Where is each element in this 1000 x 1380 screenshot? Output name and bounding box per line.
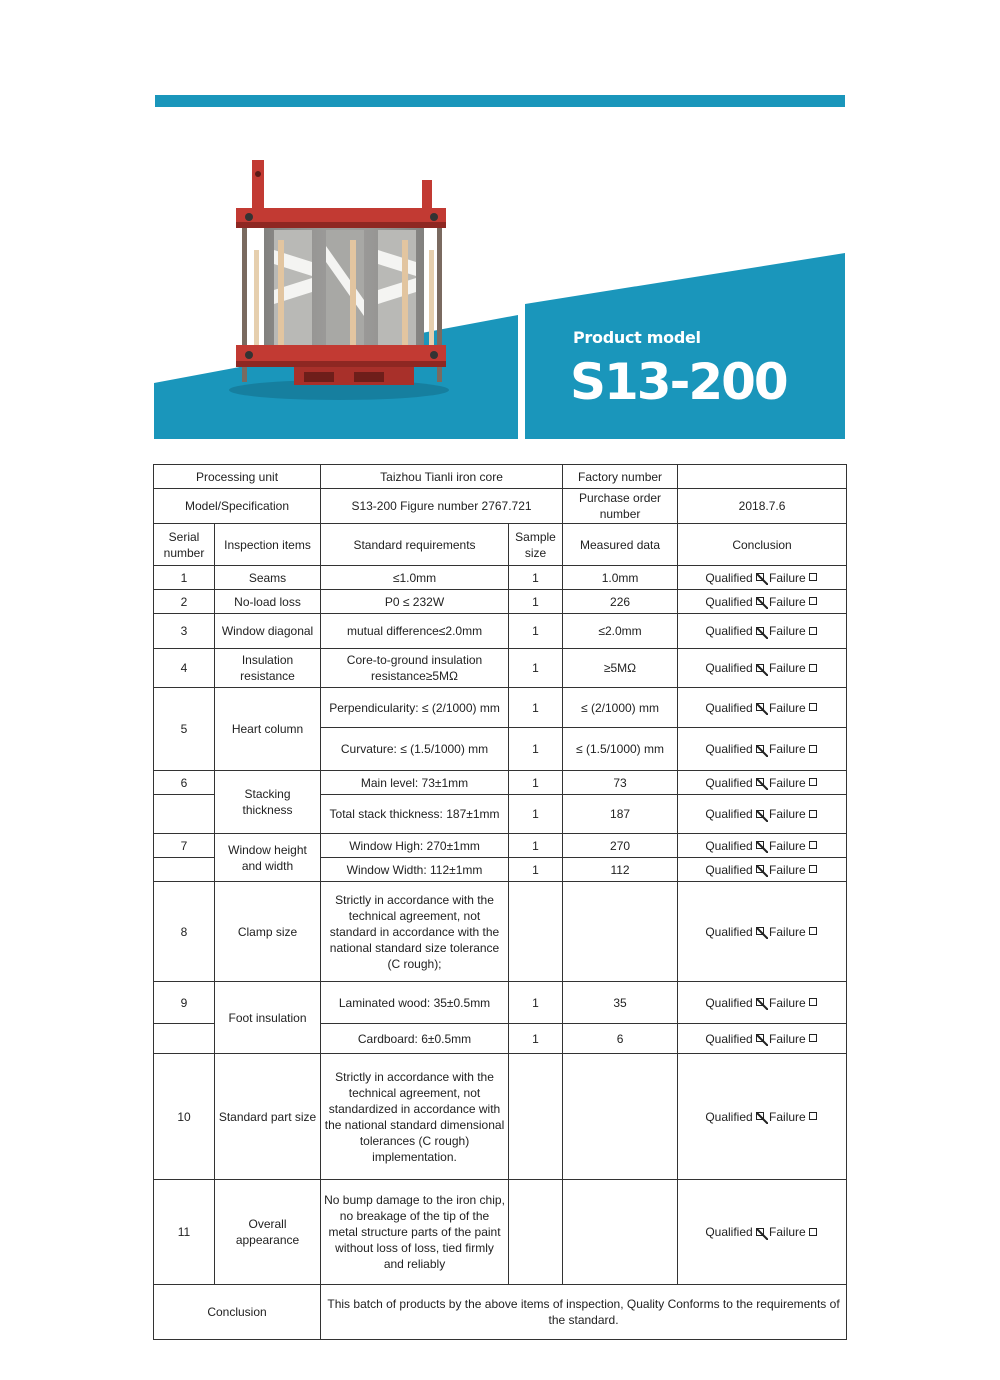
checked-box-icon	[756, 927, 764, 935]
sample-cell: 1	[509, 649, 563, 688]
checked-box-icon	[756, 597, 764, 605]
failure-label: Failure	[769, 775, 806, 790]
sample-cell: 1	[509, 728, 563, 771]
processing-unit-value: Taizhou Tianli iron core	[321, 465, 563, 489]
checked-box-icon	[756, 573, 764, 581]
checked-box-icon	[756, 1112, 764, 1120]
product-model-caption: Product model	[573, 328, 701, 347]
failure-label: Failure	[769, 995, 806, 1010]
column-header-serial: Serial number	[154, 524, 215, 566]
sample-cell: 1	[509, 590, 563, 614]
failure-label: Failure	[769, 594, 806, 609]
qualified-label: Qualified	[705, 742, 753, 756]
table-header-row	[154, 524, 847, 566]
checked-box-icon	[756, 778, 764, 786]
standard-cell: Curvature: ≤ (1.5/1000) mm	[321, 728, 509, 771]
empty-box-icon	[809, 810, 817, 818]
failure-label: Failure	[769, 862, 806, 877]
column-header-standard: Standard requirements	[321, 524, 509, 566]
qualified-label: Qualified	[705, 624, 753, 638]
failure-label: Failure	[769, 838, 806, 853]
sample-cell: 1	[509, 795, 563, 834]
standard-cell: P0 ≤ 232W	[321, 590, 509, 614]
sample-cell	[509, 882, 563, 982]
serial-cell-empty	[154, 858, 215, 882]
checked-box-icon	[756, 745, 764, 753]
sample-cell: 1	[509, 858, 563, 882]
measured-cell: ≤ (2/1000) mm	[563, 688, 678, 728]
measured-cell: 35	[563, 982, 678, 1024]
conclusion-cell	[678, 1024, 847, 1054]
top-accent-bar	[155, 95, 845, 107]
serial-cell-empty	[154, 795, 215, 834]
checked-box-icon	[756, 664, 764, 672]
table-row	[154, 688, 847, 728]
checked-box-icon	[756, 841, 764, 849]
conclusion-row	[154, 1285, 847, 1340]
measured-cell: ≤2.0mm	[563, 614, 678, 649]
conclusion-text: This batch of products by the above items of inspection, Quality Conforms to the requirements of the standard.	[321, 1285, 847, 1340]
serial-cell: 5	[154, 688, 215, 771]
serial-cell: 6	[154, 771, 215, 795]
empty-box-icon	[809, 1228, 817, 1236]
qualified-label: Qualified	[705, 775, 753, 790]
model-spec-label: Model/Specification	[154, 489, 321, 524]
failure-label: Failure	[769, 700, 806, 715]
empty-box-icon	[809, 865, 817, 873]
table-row	[154, 982, 847, 1024]
factory-number-label: Factory number	[563, 465, 678, 489]
table-row	[154, 1054, 847, 1180]
qualified-label: Qualified	[705, 700, 753, 715]
sample-cell: 1	[509, 771, 563, 795]
standard-cell: mutual difference≤2.0mm	[321, 614, 509, 649]
empty-box-icon	[809, 627, 817, 635]
failure-label: Failure	[769, 661, 806, 675]
sample-cell: 1	[509, 688, 563, 728]
conclusion-cell	[678, 834, 847, 858]
conclusion-cell	[678, 1180, 847, 1285]
measured-cell	[563, 1180, 678, 1285]
standard-cell: Perpendicularity: ≤ (2/1000) mm	[321, 688, 509, 728]
serial-cell: 9	[154, 982, 215, 1024]
failure-label: Failure	[769, 570, 806, 585]
conclusion-label: Conclusion	[154, 1285, 321, 1340]
conclusion-cell	[678, 728, 847, 771]
standard-cell: Main level: 73±1mm	[321, 771, 509, 795]
model-spec-value: S13-200 Figure number 2767.721	[321, 489, 563, 524]
conclusion-cell	[678, 982, 847, 1024]
table-row	[154, 649, 847, 688]
sample-cell: 1	[509, 614, 563, 649]
failure-label: Failure	[769, 1225, 806, 1239]
sample-cell: 1	[509, 1024, 563, 1054]
conclusion-cell	[678, 882, 847, 982]
qualified-label: Qualified	[705, 1225, 753, 1239]
item-cell: Window diagonal	[215, 614, 321, 649]
item-cell: Insulation resistance	[215, 649, 321, 688]
item-cell: Stacking thickness	[215, 771, 321, 834]
empty-box-icon	[809, 703, 817, 711]
empty-box-icon	[809, 745, 817, 753]
conclusion-cell	[678, 795, 847, 834]
empty-box-icon	[809, 841, 817, 849]
standard-cell: Laminated wood: 35±0.5mm	[321, 982, 509, 1024]
failure-label: Failure	[769, 624, 806, 638]
table-row	[154, 590, 847, 614]
checked-box-icon	[756, 865, 764, 873]
serial-cell: 8	[154, 882, 215, 982]
info-row-processing	[154, 465, 847, 489]
table-row	[154, 566, 847, 590]
serial-cell-empty	[154, 1024, 215, 1054]
measured-cell: ≤ (1.5/1000) mm	[563, 728, 678, 771]
empty-box-icon	[809, 1112, 817, 1120]
table-row	[154, 1180, 847, 1285]
measured-cell: ≥5MΩ	[563, 649, 678, 688]
table-row	[154, 882, 847, 982]
conclusion-cell	[678, 858, 847, 882]
failure-label: Failure	[769, 1109, 806, 1124]
measured-cell: 112	[563, 858, 678, 882]
qualified-label: Qualified	[705, 661, 753, 675]
table-row	[154, 614, 847, 649]
item-cell: Clamp size	[215, 882, 321, 982]
qualified-label: Qualified	[705, 1109, 753, 1124]
table-row	[154, 834, 847, 858]
measured-cell	[563, 1054, 678, 1180]
standard-cell: ≤1.0mm	[321, 566, 509, 590]
qualified-label: Qualified	[705, 862, 753, 877]
conclusion-cell	[678, 1054, 847, 1180]
measured-cell: 1.0mm	[563, 566, 678, 590]
table-row	[154, 771, 847, 795]
failure-label: Failure	[769, 742, 806, 756]
serial-cell: 7	[154, 834, 215, 858]
item-cell: No-load loss	[215, 590, 321, 614]
serial-cell: 2	[154, 590, 215, 614]
standard-cell: Strictly in accordance with the technical agreement, not standardized in accordance with the national standard dimensional tolerances (C rough) implementation.	[321, 1054, 509, 1180]
conclusion-cell	[678, 771, 847, 795]
conclusion-cell	[678, 566, 847, 590]
purchase-order-label: Purchase order number	[563, 489, 678, 524]
empty-box-icon	[809, 597, 817, 605]
column-header-conclusion: Conclusion	[678, 524, 847, 566]
standard-cell: Core-to-ground insulation resistance≥5MΩ	[321, 649, 509, 688]
serial-cell: 1	[154, 566, 215, 590]
empty-box-icon	[809, 573, 817, 581]
empty-box-icon	[809, 998, 817, 1006]
sample-cell: 1	[509, 566, 563, 590]
column-header-measured: Measured data	[563, 524, 678, 566]
inspection-table	[153, 464, 847, 1340]
factory-number-value	[678, 465, 847, 489]
purchase-order-value: 2018.7.6	[678, 489, 847, 524]
qualified-label: Qualified	[705, 594, 753, 609]
empty-box-icon	[809, 1034, 817, 1042]
standard-cell: Window High: 270±1mm	[321, 834, 509, 858]
qualified-label: Qualified	[705, 924, 753, 939]
checked-box-icon	[756, 998, 764, 1006]
measured-cell: 226	[563, 590, 678, 614]
qualified-label: Qualified	[705, 1031, 753, 1046]
sample-cell: 1	[509, 982, 563, 1024]
serial-cell: 11	[154, 1180, 215, 1285]
item-cell: Window height and width	[215, 834, 321, 882]
qualified-label: Qualified	[705, 807, 753, 821]
checked-box-icon	[756, 1034, 764, 1042]
sample-cell	[509, 1054, 563, 1180]
serial-cell: 4	[154, 649, 215, 688]
item-cell: Foot insulation	[215, 982, 321, 1054]
checked-box-icon	[756, 1228, 764, 1236]
conclusion-cell	[678, 649, 847, 688]
standard-cell: Total stack thickness: 187±1mm	[321, 795, 509, 834]
failure-label: Failure	[769, 807, 806, 821]
sample-cell	[509, 1180, 563, 1285]
measured-cell: 187	[563, 795, 678, 834]
serial-cell: 3	[154, 614, 215, 649]
failure-label: Failure	[769, 924, 806, 939]
item-cell: Overall appearance	[215, 1180, 321, 1285]
empty-box-icon	[809, 664, 817, 672]
conclusion-cell	[678, 614, 847, 649]
qualified-label: Qualified	[705, 838, 753, 853]
sample-cell: 1	[509, 834, 563, 858]
column-header-sample: Sample size	[509, 524, 563, 566]
product-model-code: S13-200	[570, 353, 787, 411]
conclusion-cell	[678, 688, 847, 728]
serial-cell: 10	[154, 1054, 215, 1180]
qualified-label: Qualified	[705, 995, 753, 1010]
checked-box-icon	[756, 703, 764, 711]
column-header-items: Inspection items	[215, 524, 321, 566]
standard-cell: Strictly in accordance with the technical agreement, not standard in accordance with the national standard size tolerance (C rough);	[321, 882, 509, 982]
standard-cell: Window Width: 112±1mm	[321, 858, 509, 882]
item-cell: Seams	[215, 566, 321, 590]
item-cell: Standard part size	[215, 1054, 321, 1180]
checked-box-icon	[756, 627, 764, 635]
transformer-core-image	[229, 160, 449, 400]
info-row-model	[154, 489, 847, 524]
checked-box-icon	[756, 810, 764, 818]
empty-box-icon	[809, 927, 817, 935]
measured-cell: 270	[563, 834, 678, 858]
processing-unit-label: Processing unit	[154, 465, 321, 489]
item-cell: Heart column	[215, 688, 321, 771]
standard-cell: No bump damage to the iron chip, no breakage of the tip of the metal structure parts of the paint without loss of loss, tied firmly and reliably	[321, 1180, 509, 1285]
failure-label: Failure	[769, 1031, 806, 1046]
conclusion-cell	[678, 590, 847, 614]
measured-cell	[563, 882, 678, 982]
qualified-label: Qualified	[705, 570, 753, 585]
standard-cell: Cardboard: 6±0.5mm	[321, 1024, 509, 1054]
measured-cell: 73	[563, 771, 678, 795]
measured-cell: 6	[563, 1024, 678, 1054]
empty-box-icon	[809, 778, 817, 786]
